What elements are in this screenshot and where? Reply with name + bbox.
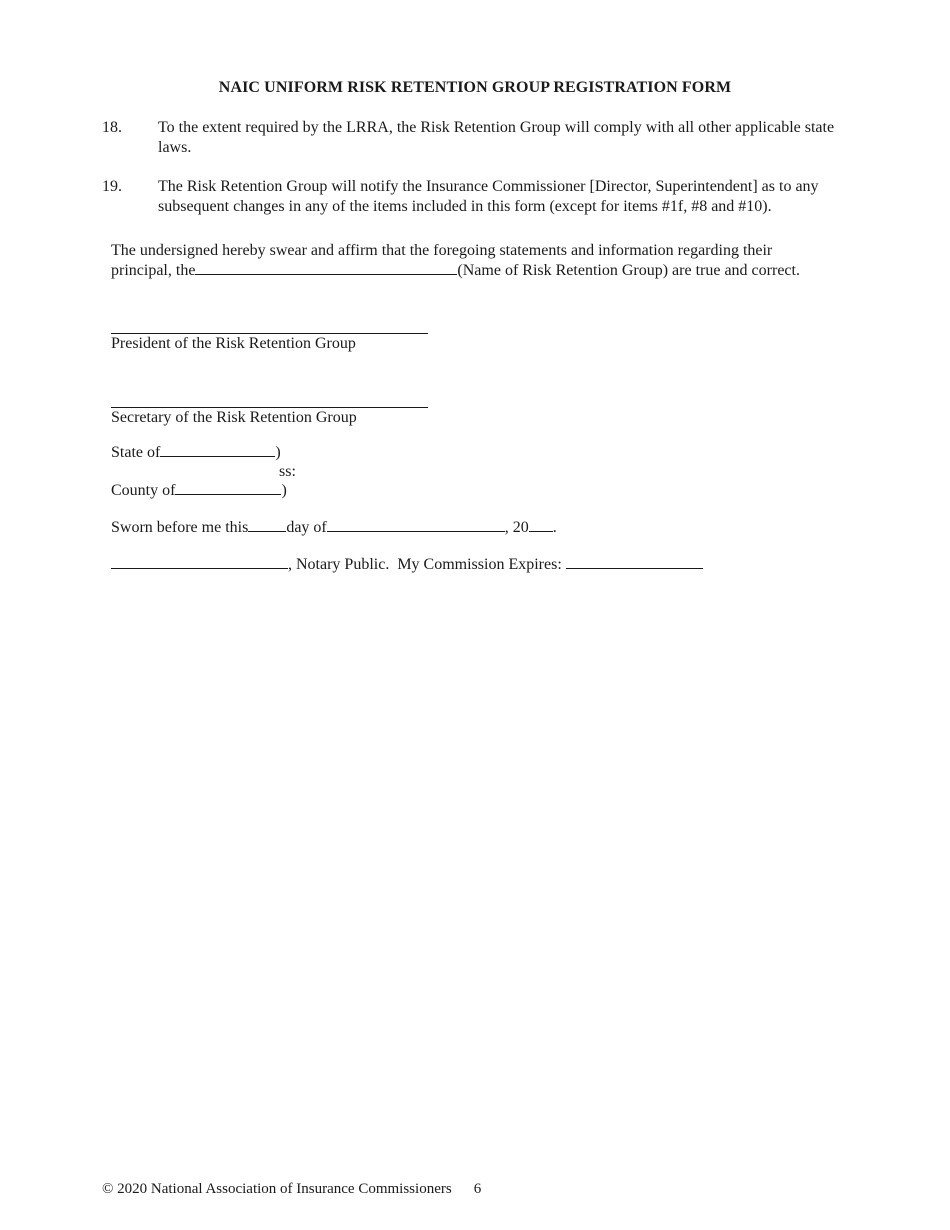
state-line [111, 443, 281, 463]
page-footer [102, 1179, 481, 1199]
county-line [111, 481, 287, 501]
year-prefix: , 20 [504, 519, 529, 536]
affirmation-paragraph [111, 241, 851, 280]
item-number: 18. [102, 119, 122, 136]
notary-name-blank[interactable] [111, 555, 288, 569]
item-18 [102, 118, 862, 157]
form-title: NAIC UNIFORM RISK RETENTION GROUP REGISTRATION FORM [218, 79, 732, 96]
county-label: County of [111, 482, 176, 499]
notary-text: , Notary Public. My Commission Expires: [288, 556, 566, 573]
sworn-period: . [552, 519, 557, 536]
page-number: 6 [473, 1181, 482, 1197]
month-blank[interactable] [327, 518, 505, 532]
secretary-signature-label: Secretary of the Risk Retention Group [111, 409, 357, 426]
item-number: 19. [102, 178, 122, 195]
item-text: The Risk Retention Group will notify the Insurance Commissioner [Director, Superintendent] as to any subsequent changes in any of the items included in this form (except for items #1f, #8 and #10). [158, 178, 819, 215]
ss-label: ss: [279, 463, 296, 480]
notary-line [111, 555, 703, 575]
affirmation-prefix: principal, the [111, 261, 196, 279]
year-blank[interactable] [529, 518, 553, 532]
day-blank[interactable] [248, 518, 286, 532]
footer-copyright: © 2020 National Association of Insurance Commissioners [102, 1181, 452, 1197]
commission-expires-blank[interactable] [566, 555, 703, 569]
sworn-line [111, 518, 557, 538]
state-paren: ) [275, 444, 281, 461]
item-text: To the extent required by the LRRA, the Risk Retention Group will comply with all other applicable state laws. [158, 119, 835, 156]
affirmation-line-1: The undersigned hereby swear and affirm that the foregoing statements and information regarding their [111, 242, 773, 259]
county-blank[interactable] [175, 481, 281, 495]
state-label: State of [111, 444, 161, 461]
day-of-label: day of [286, 519, 327, 536]
state-blank[interactable] [160, 443, 275, 457]
sworn-prefix: Sworn before me this [111, 519, 249, 536]
item-19 [102, 177, 862, 216]
president-signature-label: President of the Risk Retention Group [111, 335, 356, 352]
affirmation-suffix: (Name of Risk Retention Group) are true and correct. [457, 261, 800, 279]
county-paren: ) [281, 482, 287, 499]
rrg-name-blank[interactable] [195, 261, 457, 275]
